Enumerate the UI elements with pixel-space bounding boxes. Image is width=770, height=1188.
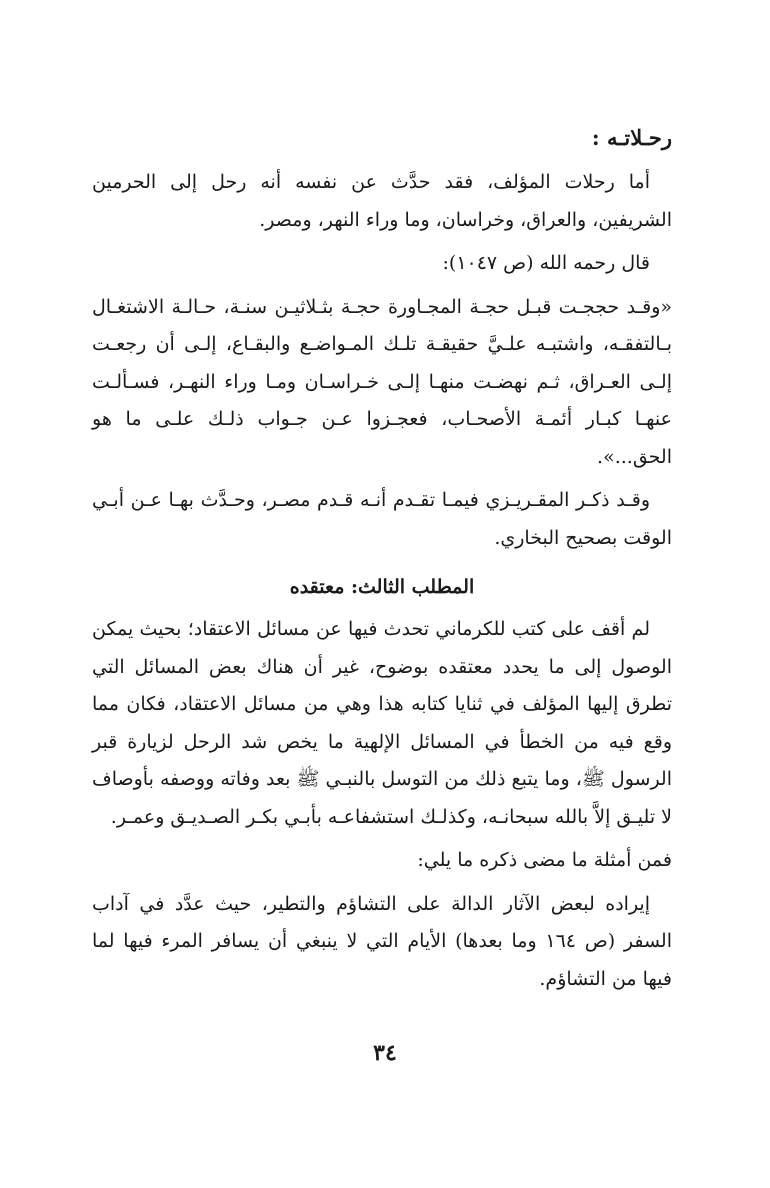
paragraph-examples-intro: فمن أمثلة ما مضى ذكره ما يلي: [417,849,672,871]
page-body [92,118,672,1004]
subheading-creed: المطلب الثالث: معتقده [289,576,475,598]
paragraph-quote-intro: قال رحمه الله (ص ١٠٤٧): [442,252,650,274]
paragraph-creed: لم أقف على كتب للكرماني تحدث فيها عن مسائل الاعتقاد؛ بحيث يمكن الوصول إلى ما يحدد معتقده بوضوح، غير أن هناك بعض المسائل التي تطرق إليها المؤلف في ثنايا كتابه هذا وهي من مسائل الاعتقاد، فكان مما وقع فيه من الخطأ في المسائل الإلهية ما يخص شد الرحل لزيارة قبر الرسول ﷺ، وما يتبع ذلك من التوسل بالنبـي ﷺ بعد وفاته ووصفه بأوصاف لا تليـق إلاَّ بالله سبحانـه، وكذلـك استشفاعـه بأبـي بكـر الصـديـق وعمـر. [92,618,672,828]
paragraph-maqrizi: وقـد ذكـر المقـريـزي فيمـا تقـدم أنـه قـدم مصـر، وحـدَّث بهـا عـن أبـي الوقت بصحيح البخاري. [92,489,672,549]
paragraph-trips: أما رحلات المؤلف، فقد حدَّث عن نفسه أنه رحل إلى الحرمين الشريفين، والعراق، وخراسان، وما وراء النهر، ومصر. [92,171,672,231]
page-number: ٣٤ [373,1040,397,1066]
paragraph-quote: «وقـد حججـت قبـل حجـة المجـاورة حجـة بثـلاثيـن سنـة، حـالـة الاشتغـال بـالتفقـه، واشتبـه علـيَّ حقيقـة تلـك المـواضـع والبقـاع، إلـى أن رجعـت إلـى العـراق، ثـم نهضـت منهـا إلـى خـراسـان ومـا وراء النهـر، فسـألـت عنهـا كبـار أئمـة الأصحـاب، فعجـزوا عـن جـواب ذلـك علـى ما هو الحق...». [92,295,672,468]
paragraph-omens: إيراده لبعض الآثار الدالة على التشاؤم والتطير، حيث عدَّد في آداب السفر (ص ١٦٤ وما بعدها) الأيام التي لا ينبغي أن يسافر المرء فيها لما فيها من التشاؤم. [92,892,672,990]
section-heading-trips: رحـلاتـه : [591,125,672,150]
